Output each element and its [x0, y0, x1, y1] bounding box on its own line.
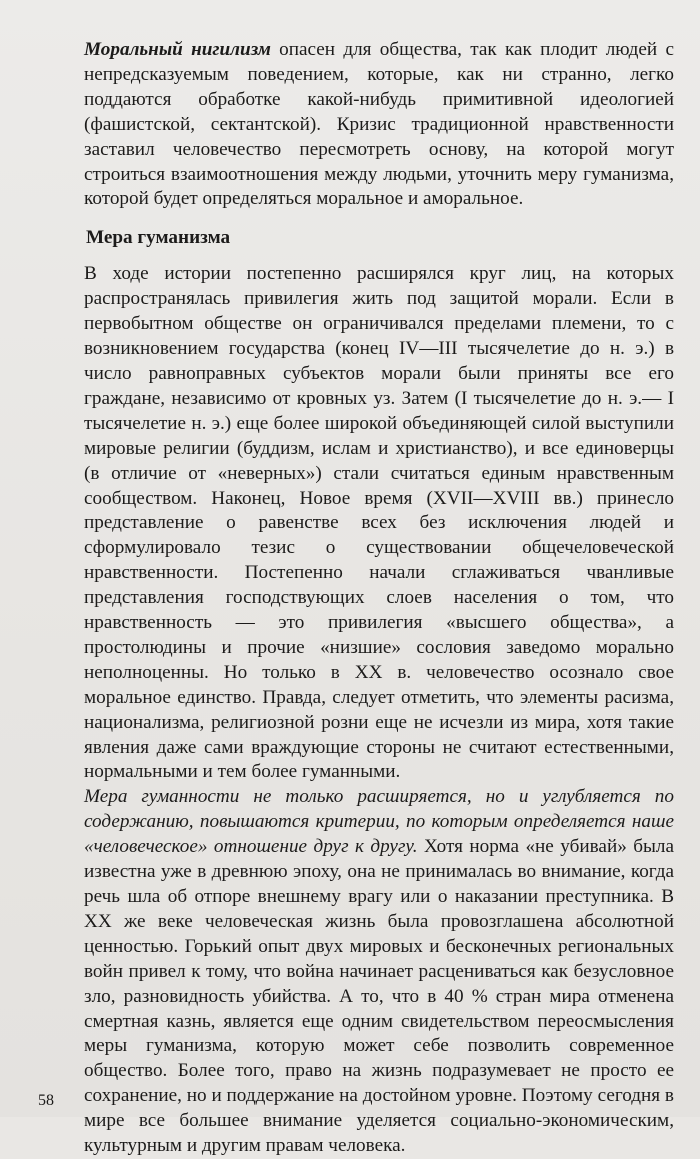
page-number: 58: [38, 1092, 54, 1109]
section-heading: Мера гуманизма: [86, 227, 231, 249]
paragraph-moral-nihilism: [84, 38, 674, 212]
paragraph-moral-nihilism-text: опасен для общества, так как плодит людей с непредсказуемым поведением, которые, как ни странно, легко поддаются обработке какой-нибудь примитивной идеологией (фашистской, сектантской). Кризис традиционной нравственности заставил человечество пересмотреть основу, на которой могут строиться взаимоотношения между людьми, уточнить меру гуманизма, которой будет определяться моральное и аморальное.: [84, 39, 674, 210]
paragraph-measure-of-humanity-text: Хотя норма «не убивай» была известна уже в древнюю эпоху, она не принималась во внимание, когда речь шла об отпоре внешнему врагу или о наказании преступника. В XX же веке человеческая жизнь была провозглашена абсолютной ценностью. Горький опыт двух мировых и бесконечных региональных войн привел к тому, что война начинает расцениваться как безусловное зло, разновидность убийства. А то, что в 40 % стран мира отменена смертная казнь, является еще одним свидетельством переосмысления меры гуманизма, которую может себе позволить современное общество. Более того, право на жизнь подразумевает не просто ее сохранение, но и поддержание на достойном уровне. Поэтому сегодня в мире все большее внимание уделяется социально-экономическим, культурным и другим правам человека.: [84, 836, 674, 1157]
paragraph-history-of-humanism: В ходе истории постепенно расширялся круг лиц, на которых распространялась привилегия жить под защитой морали. Если в первобытном обществе он ограничивался пределами племени, то с возникновением государства (конец IV—III тысячелетие до н. э.) в число равноправных субъектов морали были приняты все его граждане, независимо от кровных уз. Затем (I тысячелетие до н. э.— I тысячелетие н. э.) еще более широкой объединяющей силой выступили мировые религии (буддизм, ислам и христианство), и все единоверцы (в отличие от «неверных») стали считаться единым нравственным сообществом. Наконец, Новое время (XVII—XVIII вв.) принесло представление о равенстве всех без исключения людей и сформулировало тезис о существовании общечеловеческой нравственности. Постепенно начали сглаживаться чванливые представления господствующих слоев населения о том, что нравственность — это привилегия «высшего общества», а простолюдины и прочие «низшие» сословия заведомо морально неполноценны. Но только в XX в. человечество осознало свое моральное единство. Правда, следует отметить, что элементы расизма, национализма, религиозной розни еще не исчезли из мира, хотя такие явления даже сами враждующие стороны не считают естественными, нормальными и тем более гуманными.: [84, 263, 674, 783]
paragraph-measure-of-humanity: [84, 785, 674, 1159]
page-text-column: [84, 38, 674, 1159]
italic-thesis: Мера гуманности не только расширяется, но и углубляется по содержанию, повышаются критерии, по которым определяется наше «человеческое» отношение друг к другу.: [84, 786, 674, 858]
term-moral-nihilism: Моральный нигилизм: [84, 39, 271, 60]
